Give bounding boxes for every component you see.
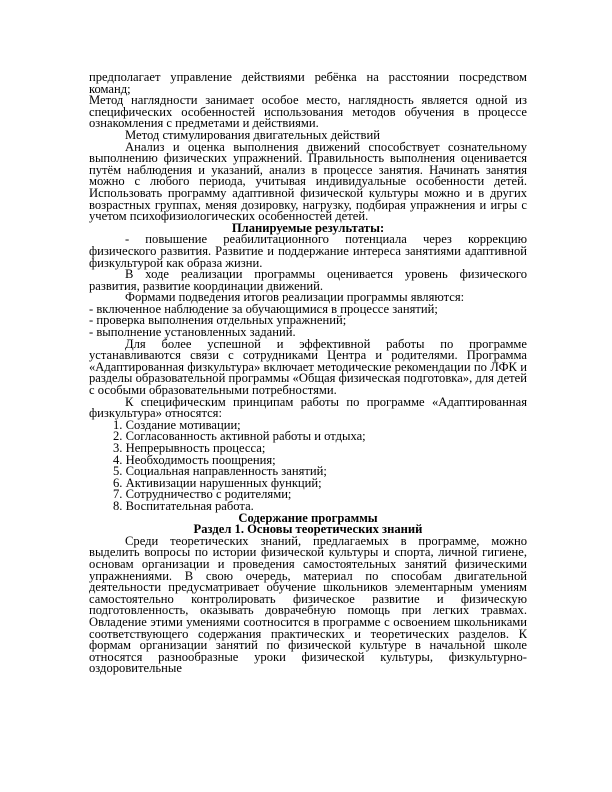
paragraph-result-1: - повышение реабилитационного потенциала через коррекцию физического развития. Развитие и поддержание интереса занятиями адаптивной физкультурой как образа жизни. bbox=[89, 232, 527, 270]
list-item: 7. Сотрудничество с родителями; bbox=[113, 487, 292, 502]
paragraph-cooperation: Для более успешной и эффективной работы по программе устанавливаются связи с сотрудниками Центра и родителями. Программа «Адаптированная физкультура» включает методические рекомендации по ЛФК и разделы образовательной программы «Общая физическая подготовка», для детей с особыми образовательными потребностями. bbox=[89, 336, 527, 398]
paragraph-stimulation-method: Метод стимулирования двигательных действий bbox=[125, 127, 380, 142]
heading-planned-results: Планируемые результаты: bbox=[231, 220, 385, 235]
list-item: 5. Социальная направленность занятий; bbox=[113, 464, 327, 479]
paragraph-result-2: В ходе реализации программы оценивается уровень физического развития, развитие координации движений. bbox=[89, 267, 527, 293]
paragraph-analysis: Анализ и оценка выполнения движений способствует сознательному выполнению физических упражнений. Правильность выполнения оценивается путём наблюдения и указаний, анализ в процессе занятия. Начинать занятия можно с любого периода, учитывая индивидуальные особенности детей. Использовать программу адаптивной физической культуры можно и в других возрастных группах, меняя дозировку, нагрузку, подбирая упражнения и игры с учетом психофизиологических особенностей детей. bbox=[89, 139, 527, 224]
list-item: - выполнение установленных заданий. bbox=[89, 325, 296, 340]
list-item: - включенное наблюдение за обучающимися в процессе занятий; bbox=[89, 301, 438, 316]
paragraph-result-forms: Формами подведения итогов реализации программы являются: bbox=[125, 290, 465, 305]
list-item: 6. Активизации нарушенных функций; bbox=[113, 475, 322, 490]
list-item: 2. Согласованность активной работы и отдыха; bbox=[113, 429, 366, 444]
paragraph-section-1: Среди теоретических знаний, предлагаемых в программе, можно выделить вопросы по истории физической культуры и спорта, личной гигиене, основам организации и проведения самостоятельных занятий физическими упражнениями. В свою очередь, материал по способам двигательной деятельности предусматривает обучение школьников элементарным умениям самостоятельно контролировать физическое развитие и физическую подготовленность, оказывать доврачебную помощь при легких травмах. Овладение этими умениями соотносится в программе с освоением школьниками соответствующего содержания практических и теоретических разделов. К формам организации занятий по физической культуре в начальной школе относятся разнообразные уроки физической культуры, физкультурно-оздоровительные bbox=[89, 533, 527, 676]
list-item: 8. Воспитательная работа. bbox=[113, 498, 254, 513]
heading-program-content: Содержание программы bbox=[238, 510, 378, 525]
forms-list bbox=[89, 301, 527, 340]
heading-section-1: Раздел 1. Основы теоретических знаний bbox=[193, 522, 423, 537]
paragraph-principles-intro: К специфическим принципам работы по программе «Адаптированная физкультура» относятся: bbox=[89, 394, 527, 421]
list-item: 1. Создание мотивации; bbox=[113, 417, 241, 432]
list-item: 3. Непрерывность процесса; bbox=[113, 441, 266, 455]
document-page bbox=[89, 72, 527, 675]
paragraph-commands: предполагает управление действиями ребёнка на расстоянии посредством команд; bbox=[89, 70, 527, 96]
principles-list bbox=[89, 417, 527, 513]
list-item: - проверка выполнения отдельных упражнений; bbox=[89, 313, 347, 328]
paragraph-visual-method: Метод наглядности занимает особое место, наглядность является одной из специфических особенностей использования методов обучения в процессе ознакомления с предметами и действиями. bbox=[89, 93, 527, 131]
list-item: 4. Необходимость поощрения; bbox=[113, 452, 276, 467]
